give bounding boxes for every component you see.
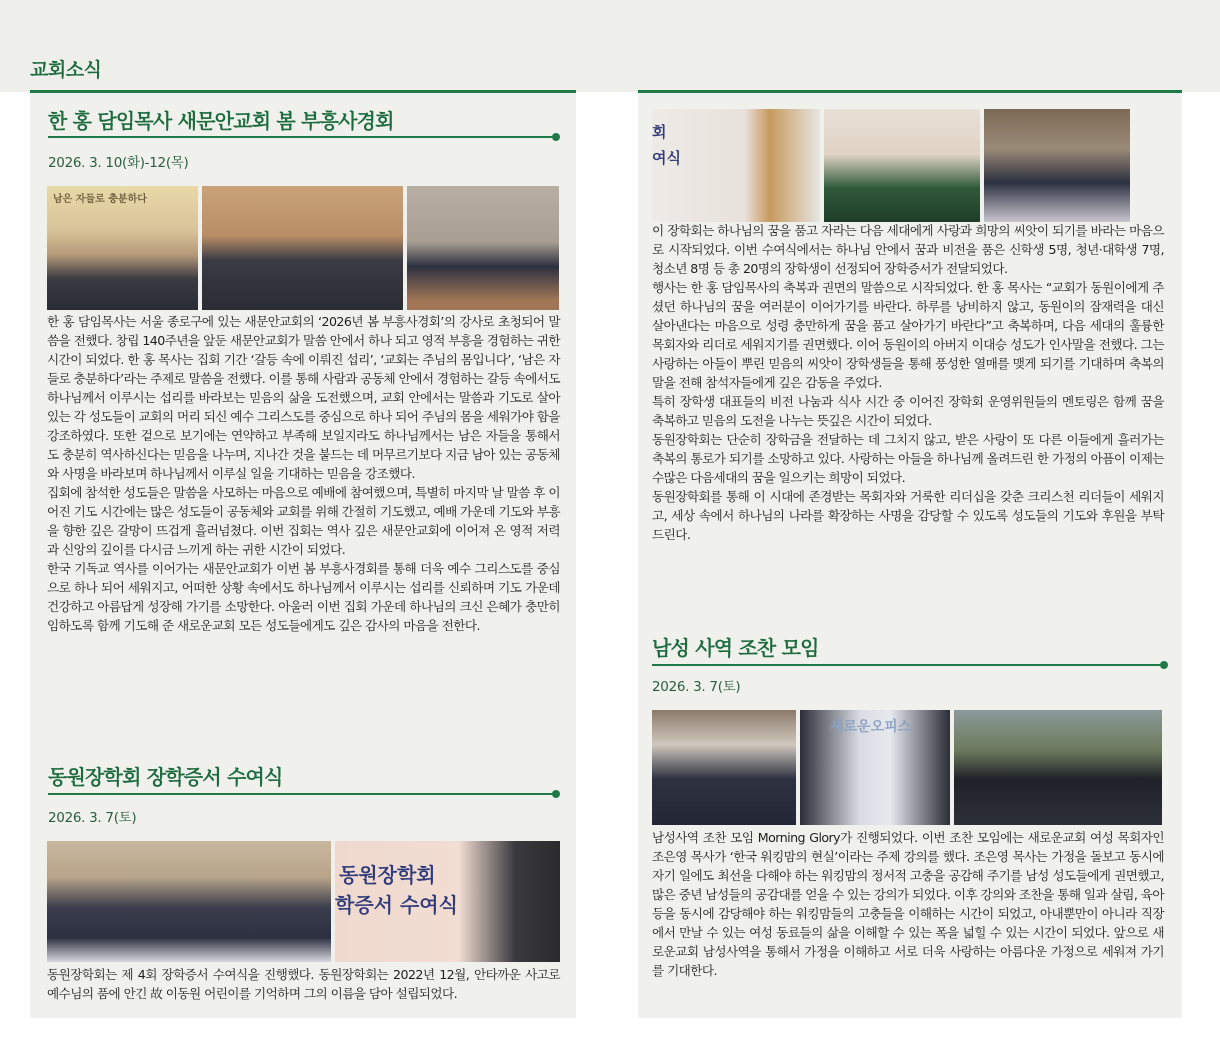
paragraph: 한국 기독교 역사를 이어가는 새문안교회가 이번 봄 부흥사경회를 통해 더욱 예수 그리스도를 중심으로 하나 되어 세워지고, 어떠한 상황 속에서도 하나님께서 이루시는 섭리를 신뢰하며 기도 가운데 건강하고 아름답게 성장해 가기를 소망한다. 아울러 이번 집회 가운데 하나님의 크신 은혜가 충만히 임하도록 함께 기도해 준 새로운교회 모든 성도들에게도 깊은 감사의 마음을 전한다. (47, 561, 560, 633)
article-date: 2026. 3. 10(화)-12(목) (48, 155, 189, 171)
photo-row (47, 186, 559, 310)
paragraph: 한 홍 담임목사는 서울 종로구에 있는 새문안교회의 ‘2026년 봄 부흥사경회’의 강사로 초청되어 말씀을 전했다. 창립 140주년을 앞둔 새문안교회가 말씀 안에서 하나 되고 영적 부흥을 경험하는 귀한 시간이 되었다. 한 홍 목사는 집회 기간 ‘갈등 속에 이뤄진 섭리’, ‘교회는 주님의 몸입니다’, ‘남은 자들로 충분하다’라는 주제로 말씀을 전했다. 이를 통해 사람과 공동체 안에서 경험하는 갈등 속에서도 하나님께서 이루시는 섭리를 바라보는 믿음의 삶을 도전했으며, 교회 안에서는 말씀과 기도로 살아 있는 각 성도들이 교회의 머리 되신 예수 그리스도를 중심으로 하나 되어 주님의 몸을 세워가야 함을 강조하였다. 또한 겉으로 보기에는 연약하고 부족해 보일지라도 하나님께서는 남은 자들을 통해서도 충분히 역사하신다는 믿음을 나누며, 지나간 것을 붙드는 데 머무르기보다 지금 남아 있는 공동체와 사명을 바라보며 하나님께서 이루실 일을 기대하는 믿음을 강조했다. (47, 314, 560, 481)
section-label: 교회소식 (30, 59, 102, 81)
paragraph: 행사는 한 홍 담임목사의 축복과 권면의 말씀으로 시작되었다. 한 홍 목사는 “교회가 동원이에게 주셨던 하나님의 꿈을 여러분이 이어가기를 바란다. 하루를 낭비하지 않고, 동원이의 잠재력을 대신 살아낸다는 마음으로 성령 충만하게 꿈을 품고 살아가기 바란다”고 축복하며, 다음 세대의 훌륭한 목회자와 리더로 세워지기를 권면했다. 이어 동원이의 아버지 이대승 성도가 인사말을 전했다. 그는 사랑하는 아들이 뿌린 믿음의 씨앗이 장학생들을 통해 풍성한 열매를 맺게 되기를 기대하며 축복의 말을 전해 참석자들에게 깊은 감동을 주었다. (652, 280, 1164, 390)
photo-row (652, 109, 1130, 222)
top-band (0, 0, 1220, 92)
banner-text: 학증서 수여식 (335, 893, 458, 917)
photo-student-speaking (652, 109, 820, 222)
paragraph: 특히 장학생 대표들의 비전 나눔과 식사 시간 중 이어진 장학회 운영위원들의 멘토링은 함께 꿈을 축복하고 믿음의 도전을 나누는 뜻깊은 시간이 되었다. (652, 394, 1164, 428)
article-title: 동원장학회 장학증서 수여식 (48, 765, 283, 789)
article-title: 남성 사역 조찬 모임 (652, 636, 819, 660)
article-body (652, 828, 1164, 980)
article-title: 한 홍 담임목사 새문안교회 봄 부흥사경회 (48, 109, 394, 133)
paragraph: 이 장학회는 하나님의 꿈을 품고 자라는 다음 세대에게 사랑과 희망의 씨앗이 되기를 바라는 마음으로 시작되었다. 이번 수여식에서는 하나님 안에서 꿈과 비전을 품은 신학생 5명, 청년·대학생 7명, 청소년 8명 등 총 20명의 장학생이 선정되어 장학증서가 전달되었다. (652, 223, 1164, 276)
banner-text: 여식 (652, 149, 681, 167)
paragraph: 동원장학회는 제 4회 장학증서 수여식을 진행했다. 동원장학회는 2022년 12월, 안타까운 사고로 예수님의 품에 안긴 故 이동원 어린이를 기억하며 그의 이름을 담아 설립되었다. (47, 967, 560, 1001)
photo-pastor-preaching (407, 186, 559, 310)
left-panel (30, 90, 576, 1018)
paragraph: 동원장학회를 통해 이 시대에 존경받는 목회자와 거룩한 리더십을 갖춘 크리스천 리더들이 세워지고, 세상 속에서 하나님의 나라를 확장하는 사명을 감당할 수 있도록 성도들의 기도와 후원을 부탁드린다. (652, 489, 1164, 542)
photo-congregation (202, 186, 403, 310)
article-date: 2026. 3. 7(토) (652, 679, 741, 695)
article-body (652, 221, 1164, 544)
banner-text: 회 (652, 123, 667, 141)
right-panel (638, 90, 1182, 1018)
title-rule (48, 793, 556, 795)
photo-pastors (47, 186, 198, 310)
photo-row (652, 710, 1162, 825)
photo-group (47, 841, 331, 962)
photo-lecture (652, 710, 796, 825)
photo-office-entrance (800, 710, 950, 825)
title-rule (48, 136, 556, 138)
article-body (47, 965, 560, 1003)
article-date: 2026. 3. 7(토) (48, 810, 137, 826)
office-sign: 새로운오피스 (830, 719, 912, 735)
photo-woman-smiling (984, 109, 1130, 222)
photo-three-men (954, 710, 1162, 825)
article-body (47, 312, 560, 635)
slide-caption: 남은 자들로 충분하다 (53, 194, 147, 205)
banner-text: 동원장학회 (339, 863, 436, 887)
photo-certificate (335, 841, 560, 962)
photo-man-green-sweater (824, 109, 980, 222)
paragraph: 남성사역 조찬 모임 Morning Glory가 진행되었다. 이번 조찬 모임에는 새로운교회 여성 목회자인 조은영 목사가 ‘한국 워킹맘의 현실’이라는 주제 강의를 했다. 조은영 목사는 가정을 돌보고 동시에 자기 일에도 최선을 다해야 하는 워킹맘의 정서적 고충을 공감해 주기를 남성 성도들에게 권면했고, 많은 중년 남성들의 공감대를 얻을 수 있는 강의가 되었다. 이후 강의와 조찬을 통해 일과 살림, 육아 등을 동시에 감당해야 하는 워킹맘들의 고충들을 이해하는 시간이 되었고, 아내뿐만이 아니라 직장에서 만날 수 있는 여성 동료들의 삶을 이해할 수 있는 폭을 넓힐 수 있는 시간이 되었다. 앞으로 새로운교회 남성사역을 통해서 가정을 이해하고 서로 더욱 사랑하는 아름다운 가정으로 세워져 가기를 기대한다. (652, 830, 1164, 978)
paragraph: 동원장학회는 단순히 장학금을 전달하는 데 그치지 않고, 받은 사랑이 또 다른 이들에게 흘러가는 축복의 통로가 되기를 소망하고 있다. 사랑하는 아들을 하나님께 올려드린 한 가정의 아픔이 이제는 수많은 다음세대의 꿈을 일으키는 희망이 되었다. (652, 432, 1164, 485)
paragraph: 집회에 참석한 성도들은 말씀을 사모하는 마음으로 예배에 참여했으며, 특별히 마지막 날 말씀 후 이어진 기도 시간에는 많은 성도들이 공동체와 교회를 위해 간절히 기도했고, 예배 가운데 기도와 부흥을 향한 깊은 갈망이 뜨겁게 흘러넘쳤다. 이번 집회는 역사 깊은 새문안교회에 이어져 온 영적 저력과 신앙의 깊이를 다시금 느끼게 하는 귀한 시간이 되었다. (47, 485, 560, 557)
photo-row (47, 841, 560, 962)
title-rule (652, 664, 1164, 666)
